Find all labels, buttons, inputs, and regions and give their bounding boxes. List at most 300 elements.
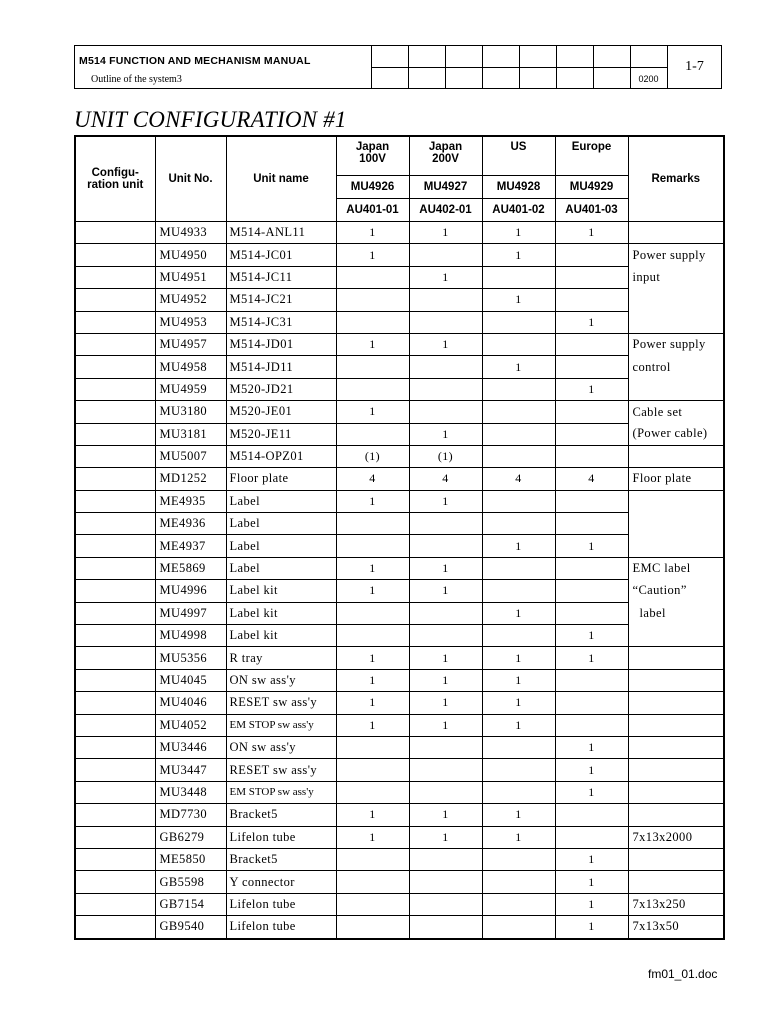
- quantity-cell: [336, 513, 409, 535]
- quantity-cell: [409, 311, 482, 333]
- remarks-cell: 7x13x50: [628, 916, 724, 939]
- config-unit-cell: [75, 714, 155, 736]
- remarks-cell: [628, 535, 724, 557]
- table-row: [75, 401, 724, 423]
- quantity-cell: [555, 826, 628, 848]
- quantity-cell: [336, 289, 409, 311]
- unit-no-cell: GB7154: [155, 893, 226, 915]
- config-unit-cell: [75, 490, 155, 512]
- config-unit-cell: [75, 736, 155, 758]
- config-unit-cell: [75, 289, 155, 311]
- remarks-cell: input: [628, 266, 724, 288]
- config-unit-cell: [75, 535, 155, 557]
- quantity-cell: [409, 244, 482, 266]
- unit-no-cell: MU4952: [155, 289, 226, 311]
- remarks-cell: “Caution”: [628, 580, 724, 602]
- table-row: [75, 692, 724, 714]
- unit-no-cell: MU3180: [155, 401, 226, 423]
- unit-name-cell: Label kit: [226, 625, 336, 647]
- unit-name-cell: M514-OPZ01: [226, 445, 336, 467]
- quantity-cell: (1): [409, 445, 482, 467]
- quantity-cell: [555, 445, 628, 467]
- quantity-cell: 1: [555, 871, 628, 893]
- quantity-cell: 1: [336, 804, 409, 826]
- quantity-cell: 1: [409, 222, 482, 244]
- quantity-cell: 1: [555, 893, 628, 915]
- quantity-cell: [482, 311, 555, 333]
- unit-no-cell: MU4045: [155, 669, 226, 691]
- table-row: [75, 781, 724, 803]
- quantity-cell: 1: [555, 848, 628, 870]
- unit-no-cell: GB6279: [155, 826, 226, 848]
- table-row: [75, 602, 724, 624]
- unit-name-cell: R tray: [226, 647, 336, 669]
- quantity-cell: 1: [555, 311, 628, 333]
- quantity-cell: 1: [336, 714, 409, 736]
- config-unit-cell: [75, 916, 155, 939]
- quantity-cell: [409, 401, 482, 423]
- col-header-remarks: Remarks: [628, 136, 724, 222]
- config-unit-cell: [75, 468, 155, 490]
- remarks-cell: Power supply: [628, 244, 724, 266]
- quantity-cell: [336, 759, 409, 781]
- remarks-cell: [628, 378, 724, 400]
- col-header-model: MU4926: [336, 176, 409, 199]
- table-row: [75, 557, 724, 579]
- unit-name-cell: Lifelon tube: [226, 893, 336, 915]
- quantity-cell: [409, 781, 482, 803]
- remarks-cell: label: [628, 602, 724, 624]
- quantity-cell: [336, 736, 409, 758]
- table-row: [75, 244, 724, 266]
- quantity-cell: [409, 535, 482, 557]
- remarks-cell: [628, 736, 724, 758]
- unit-no-cell: MU4933: [155, 222, 226, 244]
- quantity-cell: 1: [555, 781, 628, 803]
- quantity-cell: 1: [555, 378, 628, 400]
- quantity-cell: 1: [336, 244, 409, 266]
- quantity-cell: 4: [409, 468, 482, 490]
- unit-no-cell: MU4950: [155, 244, 226, 266]
- unit-name-cell: Label kit: [226, 580, 336, 602]
- unit-no-cell: MU3448: [155, 781, 226, 803]
- config-unit-cell: [75, 356, 155, 378]
- remarks-cell: Power supply: [628, 333, 724, 355]
- remarks-cell: [628, 692, 724, 714]
- config-unit-cell: [75, 625, 155, 647]
- quantity-cell: 1: [555, 916, 628, 939]
- quantity-cell: [555, 356, 628, 378]
- unit-no-cell: MU3181: [155, 423, 226, 445]
- quantity-cell: [482, 557, 555, 579]
- remarks-cell: [628, 804, 724, 826]
- remarks-cell: [628, 714, 724, 736]
- quantity-cell: 1: [409, 333, 482, 355]
- unit-name-cell: EM STOP sw ass'y: [226, 714, 336, 736]
- config-unit-cell: [75, 804, 155, 826]
- unit-name-cell: M514-JD11: [226, 356, 336, 378]
- quantity-cell: [482, 445, 555, 467]
- quantity-cell: 1: [336, 692, 409, 714]
- col-header-au-code: AU402-01: [409, 199, 482, 222]
- unit-name-cell: Label: [226, 513, 336, 535]
- table-row: [75, 804, 724, 826]
- quantity-cell: [555, 423, 628, 445]
- quantity-cell: [555, 669, 628, 691]
- table-row: [75, 736, 724, 758]
- unit-no-cell: ME5869: [155, 557, 226, 579]
- unit-name-cell: Bracket5: [226, 848, 336, 870]
- quantity-cell: [482, 736, 555, 758]
- quantity-cell: 1: [555, 736, 628, 758]
- quantity-cell: [555, 714, 628, 736]
- unit-no-cell: MU4953: [155, 311, 226, 333]
- unit-no-cell: ME4935: [155, 490, 226, 512]
- config-unit-cell: [75, 266, 155, 288]
- quantity-cell: 1: [409, 580, 482, 602]
- col-header-unit-name: Unit name: [226, 136, 336, 222]
- table-row: [75, 669, 724, 691]
- quantity-cell: [409, 848, 482, 870]
- config-unit-cell: [75, 759, 155, 781]
- table-row: [75, 311, 724, 333]
- quantity-cell: 1: [409, 714, 482, 736]
- table-header-row: [75, 136, 724, 176]
- quantity-cell: 4: [336, 468, 409, 490]
- quantity-cell: 1: [482, 289, 555, 311]
- table-row: [75, 916, 724, 939]
- quantity-cell: 1: [555, 535, 628, 557]
- table-row: [75, 468, 724, 490]
- remarks-cell: [628, 513, 724, 535]
- quantity-cell: [336, 602, 409, 624]
- section-subtitle: Outline of the system3: [91, 74, 182, 85]
- remarks-cell: [628, 647, 724, 669]
- config-unit-cell: [75, 423, 155, 445]
- config-unit-cell: [75, 445, 155, 467]
- quantity-cell: [336, 871, 409, 893]
- unit-name-cell: Bracket5: [226, 804, 336, 826]
- quantity-cell: [555, 557, 628, 579]
- quantity-cell: 4: [555, 468, 628, 490]
- unit-name-cell: M520-JD21: [226, 378, 336, 400]
- table-row: [75, 356, 724, 378]
- table-row: [75, 580, 724, 602]
- config-unit-cell: [75, 513, 155, 535]
- quantity-cell: [336, 378, 409, 400]
- unit-name-cell: RESET sw ass'y: [226, 692, 336, 714]
- quantity-cell: [555, 401, 628, 423]
- col-header-model: MU4928: [482, 176, 555, 199]
- config-unit-cell: [75, 580, 155, 602]
- quantity-cell: [409, 893, 482, 915]
- quantity-cell: [555, 602, 628, 624]
- unit-name-cell: Label: [226, 535, 336, 557]
- remarks-cell: Cable set: [628, 401, 724, 423]
- unit-no-cell: MU4996: [155, 580, 226, 602]
- col-header-model: MU4929: [555, 176, 628, 199]
- quantity-cell: 1: [482, 602, 555, 624]
- quantity-cell: [482, 871, 555, 893]
- quantity-cell: [482, 759, 555, 781]
- table-row: [75, 871, 724, 893]
- quantity-cell: [409, 736, 482, 758]
- unit-no-cell: GB9540: [155, 916, 226, 939]
- quantity-cell: 1: [555, 625, 628, 647]
- quantity-cell: [482, 490, 555, 512]
- unit-name-cell: M514-JC11: [226, 266, 336, 288]
- remarks-cell: [628, 781, 724, 803]
- remarks-cell: [628, 625, 724, 647]
- unit-name-cell: M514-JC31: [226, 311, 336, 333]
- unit-name-cell: ON sw ass'y: [226, 736, 336, 758]
- quantity-cell: 1: [336, 490, 409, 512]
- quantity-cell: [555, 289, 628, 311]
- quantity-cell: [482, 401, 555, 423]
- quantity-cell: [482, 625, 555, 647]
- quantity-cell: [482, 848, 555, 870]
- quantity-cell: [409, 289, 482, 311]
- col-header-au-code: AU401-01: [336, 199, 409, 222]
- remarks-cell: [628, 759, 724, 781]
- config-unit-cell: [75, 602, 155, 624]
- quantity-cell: [336, 781, 409, 803]
- quantity-cell: 1: [409, 826, 482, 848]
- quantity-cell: [482, 266, 555, 288]
- quantity-cell: [336, 848, 409, 870]
- col-header-au-code: AU401-03: [555, 199, 628, 222]
- unit-name-cell: M514-JD01: [226, 333, 336, 355]
- unit-no-cell: MU4951: [155, 266, 226, 288]
- unit-name-cell: Label: [226, 557, 336, 579]
- table-row: [75, 222, 724, 244]
- col-header-region: Japan 200V: [409, 136, 482, 176]
- remarks-cell: 7x13x250: [628, 893, 724, 915]
- quantity-cell: 1: [336, 557, 409, 579]
- table-row: [75, 423, 724, 445]
- quantity-cell: 1: [555, 759, 628, 781]
- unit-no-cell: ME5850: [155, 848, 226, 870]
- remarks-cell: 7x13x2000: [628, 826, 724, 848]
- remarks-cell: (Power cable): [628, 423, 724, 445]
- table-row: [75, 490, 724, 512]
- unit-name-cell: M514-JC21: [226, 289, 336, 311]
- quantity-cell: 1: [409, 266, 482, 288]
- table-row: [75, 759, 724, 781]
- unit-name-cell: M514-JC01: [226, 244, 336, 266]
- quantity-cell: [482, 423, 555, 445]
- unit-no-cell: MU4957: [155, 333, 226, 355]
- unit-no-cell: MU3446: [155, 736, 226, 758]
- quantity-cell: 1: [482, 647, 555, 669]
- unit-name-cell: Y connector: [226, 871, 336, 893]
- table-row: [75, 266, 724, 288]
- col-header-region: US: [482, 136, 555, 176]
- header-divider: [371, 67, 667, 68]
- quantity-cell: 1: [409, 692, 482, 714]
- footer-filename: fm01_01.doc: [648, 967, 718, 981]
- config-unit-cell: [75, 871, 155, 893]
- table-row: [75, 625, 724, 647]
- unit-no-cell: MU5356: [155, 647, 226, 669]
- remarks-cell: [628, 490, 724, 512]
- table-row: [75, 445, 724, 467]
- config-unit-cell: [75, 378, 155, 400]
- remarks-cell: [628, 445, 724, 467]
- remarks-cell: [628, 871, 724, 893]
- quantity-cell: 1: [336, 333, 409, 355]
- quantity-cell: 1: [482, 222, 555, 244]
- unit-name-cell: M514-ANL11: [226, 222, 336, 244]
- quantity-cell: 1: [409, 804, 482, 826]
- remarks-cell: [628, 222, 724, 244]
- unit-no-cell: MU4052: [155, 714, 226, 736]
- document-header: [74, 45, 722, 89]
- unit-no-cell: MU3447: [155, 759, 226, 781]
- quantity-cell: 1: [336, 580, 409, 602]
- unit-no-cell: MU4959: [155, 378, 226, 400]
- unit-name-cell: ON sw ass'y: [226, 669, 336, 691]
- unit-name-cell: M520-JE01: [226, 401, 336, 423]
- quantity-cell: 1: [409, 557, 482, 579]
- quantity-cell: 1: [336, 826, 409, 848]
- unit-name-cell: RESET sw ass'y: [226, 759, 336, 781]
- table-row: [75, 848, 724, 870]
- quantity-cell: 1: [336, 401, 409, 423]
- config-unit-cell: [75, 669, 155, 691]
- quantity-cell: [336, 311, 409, 333]
- remarks-cell: [628, 848, 724, 870]
- config-unit-cell: [75, 692, 155, 714]
- unit-no-cell: MU4997: [155, 602, 226, 624]
- quantity-cell: [555, 244, 628, 266]
- revision-number: 0200: [638, 74, 659, 84]
- quantity-cell: 1: [482, 714, 555, 736]
- config-unit-cell: [75, 401, 155, 423]
- unit-no-cell: ME4936: [155, 513, 226, 535]
- quantity-cell: [555, 580, 628, 602]
- config-unit-cell: [75, 311, 155, 333]
- config-unit-cell: [75, 781, 155, 803]
- page-number: 1-7: [685, 59, 704, 74]
- config-unit-cell: [75, 222, 155, 244]
- quantity-cell: [409, 871, 482, 893]
- col-header-region: Europe: [555, 136, 628, 176]
- quantity-cell: [482, 916, 555, 939]
- quantity-cell: [336, 356, 409, 378]
- quantity-cell: [482, 513, 555, 535]
- col-header-au-code: AU401-02: [482, 199, 555, 222]
- quantity-cell: 1: [482, 692, 555, 714]
- unit-name-cell: Lifelon tube: [226, 916, 336, 939]
- unit-name-cell: Label: [226, 490, 336, 512]
- table-row: [75, 333, 724, 355]
- unit-name-cell: Label kit: [226, 602, 336, 624]
- quantity-cell: [336, 625, 409, 647]
- col-header-region: Japan 100V: [336, 136, 409, 176]
- config-unit-cell: [75, 893, 155, 915]
- quantity-cell: [409, 378, 482, 400]
- quantity-cell: 1: [409, 490, 482, 512]
- quantity-cell: [555, 513, 628, 535]
- unit-no-cell: MU4046: [155, 692, 226, 714]
- config-unit-cell: [75, 333, 155, 355]
- unit-name-cell: Lifelon tube: [226, 826, 336, 848]
- quantity-cell: [336, 916, 409, 939]
- quantity-cell: [409, 759, 482, 781]
- table-row: [75, 714, 724, 736]
- quantity-cell: [482, 378, 555, 400]
- col-header-config: Configu- ration unit: [75, 136, 155, 222]
- quantity-cell: 1: [482, 244, 555, 266]
- table-row: [75, 826, 724, 848]
- quantity-cell: 1: [555, 222, 628, 244]
- quantity-cell: 1: [409, 647, 482, 669]
- quantity-cell: [409, 625, 482, 647]
- config-unit-cell: [75, 848, 155, 870]
- quantity-cell: [409, 916, 482, 939]
- quantity-cell: [336, 423, 409, 445]
- quantity-cell: [482, 893, 555, 915]
- quantity-cell: [482, 781, 555, 803]
- table-row: [75, 289, 724, 311]
- unit-no-cell: MD7730: [155, 804, 226, 826]
- quantity-cell: 1: [409, 669, 482, 691]
- quantity-cell: 1: [482, 826, 555, 848]
- quantity-cell: [409, 356, 482, 378]
- col-header-model: MU4927: [409, 176, 482, 199]
- quantity-cell: [555, 333, 628, 355]
- remarks-cell: [628, 289, 724, 311]
- quantity-cell: (1): [336, 445, 409, 467]
- unit-configuration-table: [74, 135, 725, 940]
- remarks-cell: [628, 669, 724, 691]
- quantity-cell: [482, 580, 555, 602]
- table-row: [75, 893, 724, 915]
- unit-no-cell: MU5007: [155, 445, 226, 467]
- quantity-cell: 1: [336, 669, 409, 691]
- config-unit-cell: [75, 826, 155, 848]
- quantity-cell: [555, 266, 628, 288]
- quantity-cell: [482, 333, 555, 355]
- config-unit-cell: [75, 557, 155, 579]
- remarks-cell: control: [628, 356, 724, 378]
- quantity-cell: 1: [482, 356, 555, 378]
- unit-no-cell: MU4958: [155, 356, 226, 378]
- quantity-cell: 1: [555, 647, 628, 669]
- unit-name-cell: EM STOP sw ass'y: [226, 781, 336, 803]
- quantity-cell: [336, 266, 409, 288]
- quantity-cell: [555, 804, 628, 826]
- quantity-cell: 1: [336, 222, 409, 244]
- page-title: UNIT CONFIGURATION #1: [74, 107, 347, 132]
- table-row: [75, 535, 724, 557]
- quantity-cell: 1: [482, 804, 555, 826]
- quantity-cell: [555, 490, 628, 512]
- quantity-cell: 1: [482, 669, 555, 691]
- remarks-cell: Floor plate: [628, 468, 724, 490]
- quantity-cell: 1: [409, 423, 482, 445]
- quantity-cell: [409, 602, 482, 624]
- unit-no-cell: MD1252: [155, 468, 226, 490]
- unit-no-cell: MU4998: [155, 625, 226, 647]
- col-header-unit-no: Unit No.: [155, 136, 226, 222]
- remarks-cell: [628, 311, 724, 333]
- table-row: [75, 378, 724, 400]
- table-row: [75, 513, 724, 535]
- unit-no-cell: GB5598: [155, 871, 226, 893]
- quantity-cell: [336, 535, 409, 557]
